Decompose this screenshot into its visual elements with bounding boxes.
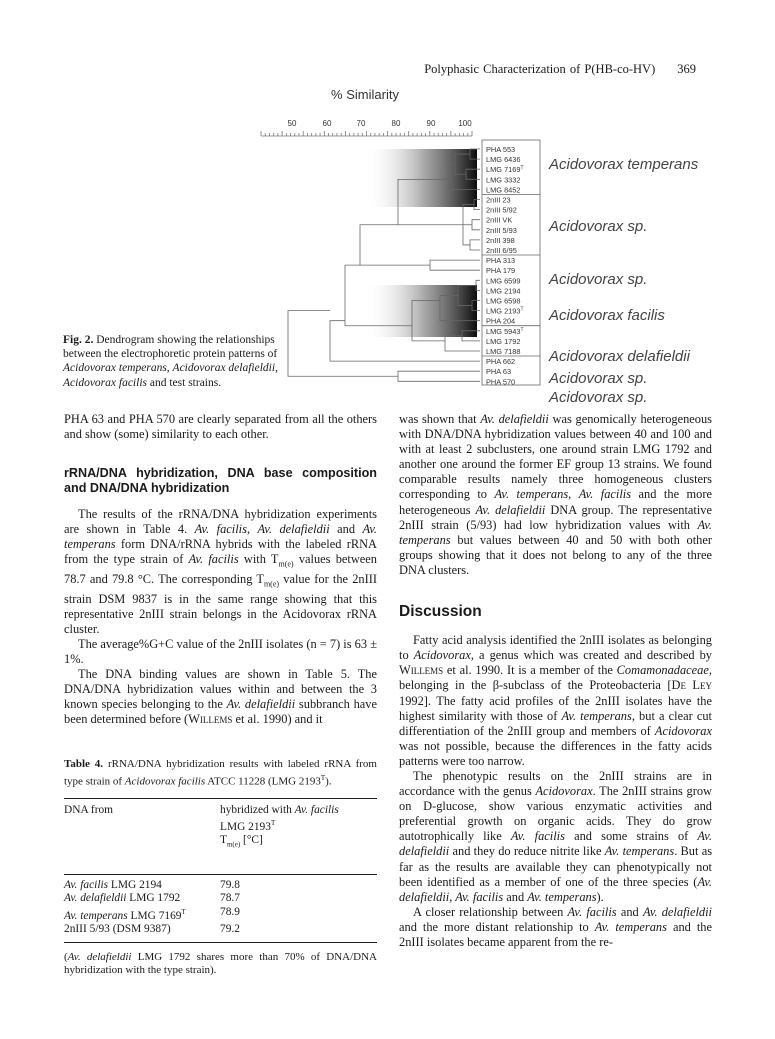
tick-label: 100 [458,119,472,128]
strain-label: LMG 6436 [486,155,521,165]
tick-label: 80 [391,119,401,128]
strain-label: LMG 8452 [486,185,521,195]
branch [472,220,480,230]
table-row: Av. facilis LMG 2194 79.8 [64,878,240,891]
strain-label: PHA 570 [486,377,516,387]
table-4 [64,798,377,944]
page-number: 369 [677,62,696,76]
strain-label: LMG 6599 [486,276,521,286]
group-label: Acidovorax facilis [549,307,665,324]
left-column [64,412,377,978]
branch [470,240,480,250]
strain-label: 2nIII 5/93 [486,225,517,235]
tick-label: 90 [426,119,436,128]
strain-label: LMG 3332 [486,175,521,185]
group-label: Acidovorax sp. [549,370,648,387]
branch [430,260,480,270]
tick-label: 60 [322,119,332,128]
group-label: Acidovorax temperans [549,156,699,173]
right-column [399,412,712,950]
strain-label: PHA 179 [486,266,516,276]
strain-label: PHA 553 [486,145,516,154]
strain-label: 2nIII 6/95 [486,246,517,255]
branch [445,336,480,351]
paragraph: PHA 63 and PHA 570 are clearly separated from all the others and show (some) similarity to each other. [64,412,377,442]
tick-label: 50 [287,119,297,128]
group-label: Acidovorax sp. [549,271,648,288]
table-row: Av. temperans LMG $7169^T$ 78.9 [64,905,240,922]
strain-label: PHA 662 [486,357,516,367]
paragraph: A closer relationship between Av. facilis and Av. delafieldii and the more distant relationship to Av. temperans and the 2nIII isolates became apparent from the re- [399,904,713,949]
paragraph: Fatty acid analysis identified the 2nIII isolates as belonging to Acidovorax, a genus which was created and described by Willems et al. 1990. It is a member of the Comamonadaceae, belonging in the β-subclass of the Proteobacteria [De Ley 1992]. The fatty acid profiles of the 2nIII isolates have the highest similarity with those of Av. temperans, but a clear cut differentiation of the 2nIII group and members of Acidovorax was not possible, because the differences in the fatty acids patterns were too narrow. [399,633,713,768]
running-title: Polyphasic Characterization of P(HB-co-HV) [424,62,656,76]
strain-label: LMG 1792 [486,336,521,346]
table-caption: Table 4. rRNA/DNA hybridization results with labeled rRNA from type strain of Acidovorax facilis ATCC 11228 (LMG $2193^T$). [64,758,377,788]
shade-temperans [365,149,477,207]
paragraph: The phenotypic results on the 2nIII strains are in accordance with the genus Acidovorax. The 2nIII strains grow on D-glucose, show various enzymatic activities and preferential growth on organic acids. They do grow autotrophically like Av. facilis and some strains of Av. delafieldii and they do reduce nitrite like Av. temperans. But as far as the results are available they can phenotypically not been identified as a member of one of the three species (Av. delafieldii, Av. facilis and Av. temperans). [399,768,713,904]
strain-label: LMG 7188 [486,347,521,356]
table-note: (Av. delafieldii LMG 1792 shares more than 70% of DNA/DNA hybridization with the type strain). [64,951,378,977]
strain-label: 2nIII VK [486,215,513,225]
strain-label: LMG $7169^T$ [486,165,524,175]
shade-facilis [365,285,477,337]
strain-label: LMG 6598 [486,296,521,306]
paragraph: The average%G+C value of the 2nIII isolates (n = 7) is 63 ± 1%. [64,636,377,666]
table-header-row: DNA from hybridized with Av. facilis LMG $2193^T$ $T_{m(e)}$ [°C] [64,803,339,849]
section-heading-discussion: Discussion [399,603,482,621]
group-label: Acidovorax delafieldii [549,348,690,365]
figure-caption: Fig. 2. Dendrogram showing the relationships between the electrophoretic protein patterns of Acidovorax temperans, Acidovorax delafieldii, Acidovorax facilis and test strains. [63,334,278,389]
strain-label: LMG $2193^T$ [486,306,524,316]
strain-label: 2nIII 398 [486,235,515,245]
strain-label: PHA 204 [486,316,516,326]
group-label: Acidovorax sp. [549,389,648,406]
paragraph: The DNA binding values are shown in Table 5. The DNA/DNA hybridization values within and between the 3 known species belonging to the Av. delafieldii subbranch have been determined before (Willems et al. 1990) and it [64,667,377,727]
paragraph: The results of the rRNA/DNA hybridization experiments are shown in Table 4. Av. facilis, Av. delafieldii and Av. temperans form DNA/rRNA hybrids with the labeled rRNA from the type strain of Av. facilis with $T_{m(e)}$ values between 78.7 and 79.8 °C. The corresponding $T_{m(e)}$ value for the 2nIII strain DSM 9837 is in the same range showing that this representative 2nIII strain belongs in the Acidovorax rRNA cluster. [64,507,378,636]
paragraph: was shown that Av. delafieldii was genomically heterogeneous with DNA/DNA hybridization values between 40 and 100 and with at least 2 subclusters, one around strain LMG 1792 and another one around the former EF group 13 strains. We found comparable results namely three homogeneous clusters corresponding to Av. temperans, Av. facilis and the more heterogeneous Av. delafieldii DNA group. The representative 2nIII strain (5/93) had low hybridization values with Av. temperans but values between 40 and 50 with both other groups showing that it does not belong to any of the three DNA clusters. [399,412,713,577]
strain-label: PHA 313 [486,256,516,266]
strain-label: LMG 2194 [486,286,521,296]
strain-label: 2nIII 5/92 [486,205,517,215]
table-row: Av. delafieldii LMG 1792 78.7 [64,892,240,905]
axis-title: % Similarity [331,87,399,102]
table-row: 2nIII 5/93 (DSM 9387) 79.2 [64,922,240,935]
strain-label: 2nIII 23 [486,195,511,205]
tick-label: 70 [356,119,366,128]
section-heading: rRNA/DNA hybridization, DNA base composition and DNA/DNA hybridization [64,466,377,496]
strain-label: LMG $5943^T$ [486,326,524,336]
group-label: Acidovorax sp. [549,218,648,235]
strain-label: PHA 63 [486,367,512,377]
branch [398,371,480,381]
branch [360,225,430,265]
